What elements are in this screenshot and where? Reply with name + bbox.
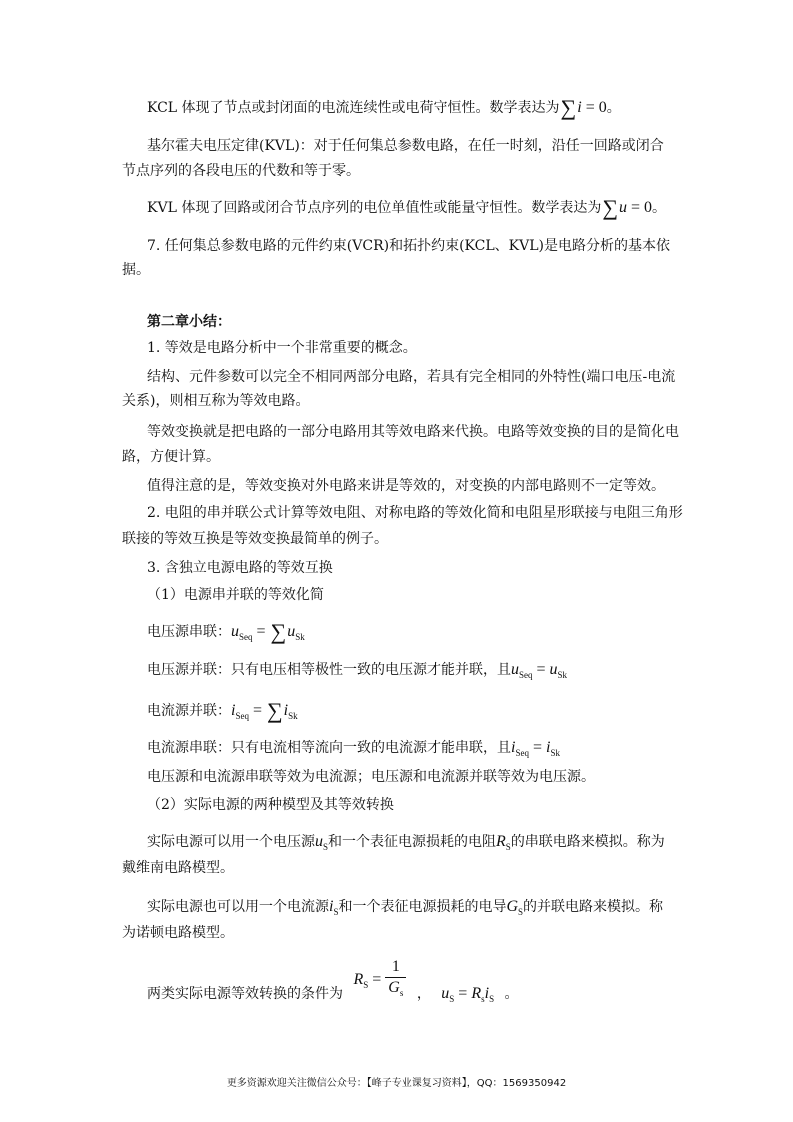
paragraph-5-line2: 联接的等效互换是等效变换最简单的例子。	[122, 531, 388, 547]
chapter2-summary-title: 第二章小结：	[147, 314, 231, 330]
conversion-condition: 两类实际电源等效转换的条件为 $R_S$ = $\frac{1}{G_s}$ ， $u_S = R_si_S$ 。	[147, 958, 519, 1004]
kcl-statement: KCL 体现了节点或封闭面的电流连续性或电荷守恒性。数学表达为∑i = 0。	[147, 95, 621, 120]
kvl-statement: KVL 体现了回路或闭合节点序列的电位单值性或能量守恒性。数学表达为∑u = 0。	[147, 195, 667, 220]
vs-series-formula: $u_{Seq} = \sum u_{Sk}$	[231, 619, 305, 644]
paragraph-1: 1. 等效是电路分析中一个非常重要的概念。	[147, 340, 417, 356]
paragraph-11-line1: 实际电源也可以用一个电流源$i_S$和一个表征电源损耗的电导$G_S$的并联电路来模拟。称	[147, 898, 664, 917]
kvl-definition-line1: 基尔霍夫电压定律(KVL)：对于任何集总参数电路，在任一时刻，沿任一回路或闭合	[147, 138, 664, 154]
kcl-formula: ∑i = 0	[560, 95, 607, 120]
kvl-formula: ∑u = 0	[602, 195, 653, 220]
paragraph-11-line2: 为诺顿电路模型。	[122, 925, 234, 941]
paragraph-10-line1: 实际电源可以用一个电压源$u_S$和一个表征电源损耗的电阻$R_S$的串联电路来模拟。称为	[147, 833, 665, 852]
current-source-parallel: 电流源并联：$i_{Seq} = \sum i_{Sk}$	[147, 698, 298, 723]
vs-parallel-formula: $u_{Seq} = u_{Sk}$	[511, 661, 568, 680]
paragraph-6: 3. 含独立电源电路的等效互换	[147, 560, 333, 576]
paragraph-2-line2: 关系)，则相互称为等效电路。	[122, 393, 310, 409]
paragraph-3-line2: 路，方便计算。	[122, 449, 220, 465]
footer-note: 更多资源欢迎关注微信公众号：【峰子专业课复习资料】，QQ：1569350942	[226, 1078, 567, 1089]
item7-line1: 7. 任何集总参数电路的元件约束(VCR)和拓扑约束(KCL、KVL)是电路分析的基本依	[147, 238, 670, 254]
paragraph-7: （1）电源串并联的等效化简	[147, 587, 324, 603]
item7-line2: 据。	[122, 262, 150, 278]
voltage-source-parallel: 电压源并联：只有电压相等极性一致的电压源才能并联，且$u_{Seq} = u_{Sk}$	[147, 661, 568, 680]
paragraph-5-line1: 2. 电阻的串并联公式计算等效电阻、对称电路的等效化简和电阻星形联接与电阻三角形	[147, 505, 683, 521]
cs-parallel-formula: $i_{Seq} = \sum i_{Sk}$	[231, 698, 298, 723]
paragraph-4: 值得注意的是，等效变换对外电路来讲是等效的，对变换的内部电路则不一定等效。	[147, 478, 665, 494]
paragraph-9: （2）实际电源的两种模型及其等效转换	[147, 797, 394, 813]
voltage-source-series: 电压源串联：$u_{Seq} = \sum u_{Sk}$	[147, 619, 305, 644]
gs-symbol: $G_S$	[506, 898, 524, 917]
cs-series-formula: $i_{Seq} = i_{Sk}$	[511, 739, 560, 758]
us-formula: $u_S = R_si_S$	[441, 985, 495, 1004]
current-source-series: 电流源串联：只有电流相等流向一致的电流源才能串联，且$i_{Seq} = i_{Sk}$	[147, 739, 560, 758]
us-symbol: $u_S$	[315, 833, 329, 852]
paragraph-10-line2: 戴维南电路模型。	[122, 860, 234, 876]
rs-symbol: $R_S$	[496, 833, 511, 852]
paragraph-3-line1: 等效变换就是把电路的一部分电路用其等效电路来代换。电路等效变换的目的是简化电	[147, 424, 679, 440]
is-symbol: $i_S$	[329, 898, 339, 917]
paragraph-8: 电压源和电流源串联等效为电流源；电压源和电流源并联等效为电压源。	[147, 769, 595, 785]
rs-formula: $R_S$ = $\frac{1}{G_s}$	[353, 971, 406, 988]
kvl-definition-line2: 节点序列的各段电压的代数和等于零。	[122, 163, 360, 179]
paragraph-2-line1: 结构、元件参数可以完全不相同两部分电路，若具有完全相同的外特性(端口电压-电流	[147, 369, 676, 385]
